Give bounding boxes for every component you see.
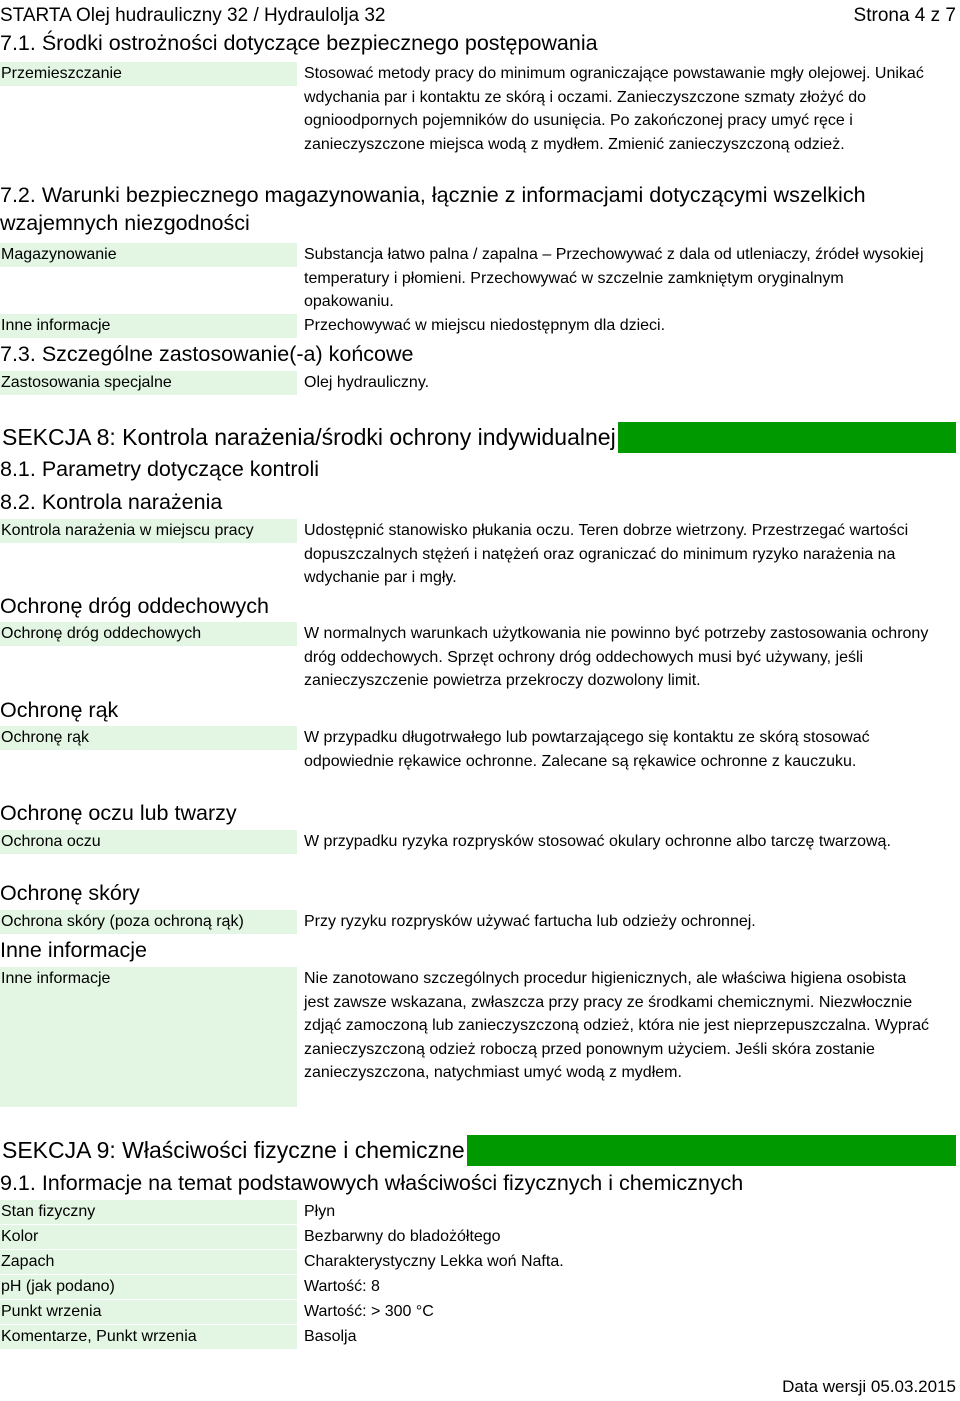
section-8-bar: [0, 422, 956, 453]
label-ochrona-oczu: Ochrona oczu: [0, 830, 297, 854]
heading-9-1: 9.1. Informacje na temat podstawowych właściwości fizycznych i chemicznych: [0, 1171, 744, 1195]
label-ochrona-skory: Ochrona skóry (poza ochroną rąk): [0, 910, 297, 934]
heading-8-2: 8.2. Kontrola narażenia: [0, 490, 223, 514]
value-kontrola-narazenia: Udostępnić stanowisko płukania oczu. Teren dobrze wietrzony. Przestrzegać wartości dopuszczalnych stężeń i natężeń oraz ograniczać do minimum ryzyko narażenia na wdychanie par i mgły.: [304, 522, 909, 586]
value-przemieszczanie: Stosować metody pracy do minimum ograniczające powstawanie mgły olejowej. Unikać wdychania par i kontaktu ze skórą i oczami. Zanieczyszczone szmaty złożyć do ognioodpornych pojemników do usunięcia. Po zakończonej pracy umyć ręce i zanieczyszczone miejsca wodą z mydłem. Zmienić zanieczyszczoną odzież.: [304, 65, 924, 153]
label-kolor: Kolor: [0, 1225, 297, 1249]
heading-inne-informacje: Inne informacje: [0, 938, 147, 962]
heading-7-1: 7.1. Środki ostrożności dotyczące bezpiecznego postępowania: [0, 31, 598, 55]
label-stan-fizyczny: Stan fizyczny: [0, 1200, 297, 1224]
section-9-bar: [0, 1135, 956, 1166]
page-number: Strona 4 z 7: [853, 5, 956, 26]
page-header: [0, 3, 960, 29]
label-ochrona-drog-oddechowych: Ochronę dróg oddechowych: [0, 622, 297, 646]
version-date: Data wersji 05.03.2015: [782, 1377, 956, 1396]
value-ochrona-drog-oddechowych: W normalnych warunkach użytkowania nie powinno być potrzeby zastosowania ochrony dróg oddechowych. Sprzęt ochrony dróg oddechowych musi być używany, jeśli zanieczyszczenie powietrza przekroczy dozwolony limit.: [304, 625, 929, 689]
label-ochrona-rak: Ochronę rąk: [0, 726, 297, 750]
label-kontrola-narazenia: Kontrola narażenia w miejscu pracy: [0, 519, 297, 543]
document-title: STARTA Olej hudrauliczny 32 / Hydraulolja 32: [0, 5, 386, 26]
label-zastosowania-specjalne: Zastosowania specjalne: [0, 371, 297, 395]
heading-ochrona-skory: Ochronę skóry: [0, 881, 140, 905]
value-inne-informacje-7-2: Przechowywać w miejscu niedostępnym dla dzieci.: [304, 317, 666, 334]
section-8-title: SEKCJA 8: Kontrola narażenia/środki ochrony indywidualnej: [0, 422, 618, 453]
value-ochrona-skory: Przy ryzyku rozprysków używać fartucha lub odzieży ochronnej.: [304, 913, 756, 930]
section-9-title: SEKCJA 9: Właściwości fizyczne i chemiczne: [0, 1135, 467, 1166]
label-zapach: Zapach: [0, 1250, 297, 1274]
label-inne-informacje-7-2: Inne informacje: [0, 314, 297, 338]
value-inne-informacje: Nie zanotowano szczególnych procedur higienicznych, ale właściwa higiena osobista jest zawsze wskazana, zwłaszcza przy pracy ze środkami chemicznymi. Niezwłocznie zdjąć zamoczoną lub zanieczyszczoną odzież, która nie jest nieprzepuszczalna. Wyprać zanieczyszczoną odzież roboczą przed ponownym użyciem. Jeśli skóra zostanie zanieczyszczona, natychmiast umyć wodą z mydłem.: [304, 970, 930, 1081]
heading-ochrona-rak: Ochronę rąk: [0, 698, 119, 722]
value-ochrona-oczu: W przypadku ryzyka rozprysków stosować okulary ochronne albo tarczę twarzową.: [304, 833, 891, 850]
label-ph: pH (jak podano): [0, 1275, 297, 1299]
value-ochrona-rak: W przypadku długotrwałego lub powtarzającego się kontaktu ze skórą stosować odpowiednie rękawice ochronne. Zalecane są rękawice ochronne z kauczuku.: [304, 729, 870, 770]
heading-8-1: 8.1. Parametry dotyczące kontroli: [0, 457, 320, 481]
value-magazynowanie: Substancja łatwo palna / zapalna – Przechowywać z dala od utleniaczy, źródeł wysokiej temperatury i płomieni. Przechowywać w szczelnie zamkniętym oryginalnym opakowaniu.: [304, 246, 924, 310]
value-stan-fizyczny: Płyn: [304, 1203, 336, 1220]
value-zastosowania-specjalne: Olej hydrauliczny.: [304, 374, 430, 391]
label-magazynowanie: Magazynowanie: [0, 243, 297, 267]
value-komentarze-punkt-wrzenia: Basolja: [304, 1328, 357, 1345]
value-punkt-wrzenia: Wartość: > 300 °C: [304, 1303, 434, 1320]
label-punkt-wrzenia: Punkt wrzenia: [0, 1300, 297, 1324]
value-kolor: Bezbarwny do bladożółtego: [304, 1228, 501, 1245]
value-zapach: Charakterystyczny Lekka woń Nafta.: [304, 1253, 564, 1270]
value-ph: Wartość: 8: [304, 1278, 380, 1295]
label-inne-informacje: Inne informacje: [0, 967, 297, 1107]
heading-7-2: 7.2. Warunki bezpiecznego magazynowania, łącznie z informacjami dotyczącymi wszelkich wzajemnych niezgodności: [0, 183, 866, 235]
label-komentarze-punkt-wrzenia: Komentarze, Punkt wrzenia: [0, 1325, 297, 1349]
label-przemieszczanie: Przemieszczanie: [0, 62, 297, 86]
heading-ochrona-oczu: Ochronę oczu lub twarzy: [0, 801, 237, 825]
heading-ochrona-drog-oddechowych: Ochronę dróg oddechowych: [0, 594, 269, 618]
heading-7-3: 7.3. Szczególne zastosowanie(-a) końcowe: [0, 342, 414, 366]
